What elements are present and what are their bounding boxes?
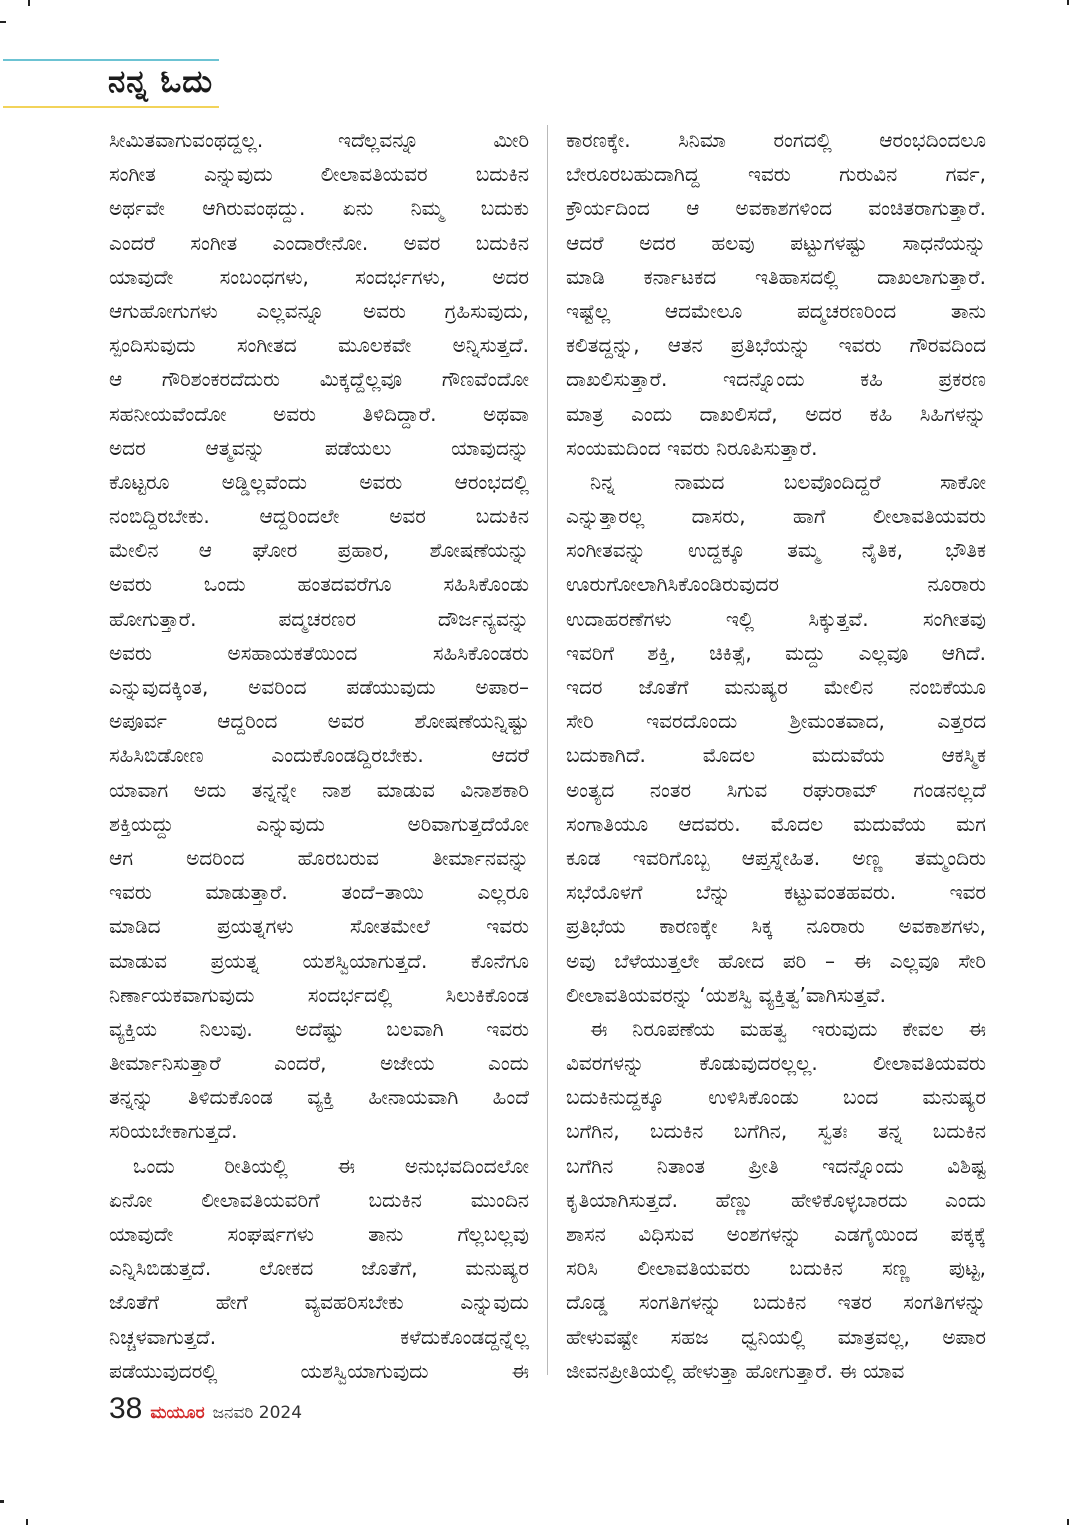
text-line: ಅದರ ಆತ್ಮವನ್ನು ಪಡೆಯಲು ಯಾವುದನ್ನು	[109, 435, 529, 460]
text-line: ಕೊಟ್ಟರೂ ಅಡ್ಡಿಲ್ಲವೆಂದು ಅವರು ಆರಂಭದಲ್ಲಿ	[109, 469, 529, 494]
text-line: ಯಾವುದೇ ಸಂಬಂಧಗಳು, ಸಂದರ್ಭಗಳು, ಅದರ	[109, 264, 529, 289]
text-line: ಎಂದರೆ ಸಂಗೀತ ಎಂದಾರೇನೋ. ಅವರ ಬದುಕಿನ	[109, 230, 529, 255]
text-line: ಉದಾಹರಣೆಗಳು ಇಲ್ಲಿ ಸಿಕ್ಕುತ್ತವೆ. ಸಂಗೀತವು	[566, 606, 986, 631]
text-line: ಮಾಡಿದ ಪ್ರಯತ್ನಗಳು ಸೋತಮೇಲೆ ಇವರು	[109, 914, 529, 939]
text-line: ಇಷ್ಟೆಲ್ಲ ಆದಮೇಲೂ ಪದ್ಮಚರಣರಿಂದ ತಾನು	[566, 298, 986, 323]
text-line: ಸಹಿಸಿಬಿಡೋಣ ಎಂದುಕೊಂಡದ್ದಿರಬೇಕು. ಆದರೆ	[109, 743, 529, 768]
text-line: ನಿರ್ಣಾಯಕವಾಗುವುದು ಸಂದರ್ಭದಲ್ಲಿ ಸಿಲುಕಿಕೊಂಡ	[109, 982, 529, 1007]
magazine-logo: ಮಯೂರ	[150, 1403, 205, 1423]
text-line: ತೀರ್ಮಾನಿಸುತ್ತಾರೆ ಎಂದರೆ, ಅಜೇಯ ಎಂದು	[109, 1051, 529, 1076]
text-line: ವಿವರಗಳನ್ನು ಕೊಡುವುದರಲ್ಲಲ್ಲ. ಲೀಲಾವತಿಯವರು	[566, 1051, 986, 1076]
text-line: ಸಂಯಮದಿಂದ ಇವರು ನಿರೂಪಿಸುತ್ತಾರೆ.	[566, 435, 818, 460]
text-line: ಈ ನಿರೂಪಣೆಯ ಮಹತ್ವ ಇರುವುದು ಕೇವಲ ಈ	[590, 1016, 986, 1041]
text-line: ಪ್ರತಿಭೆಯ ಕಾರಣಕ್ಕೇ ಸಿಕ್ಕ ನೂರಾರು ಅವಕಾಶಗಳು,	[566, 914, 986, 939]
text-line: ಅಪೂರ್ವ ಆದ್ದರಿಂದ ಅವರ ಶೋಷಣೆಯನ್ನಿಷ್ಟು	[109, 709, 529, 734]
text-line: ಆದರೆ ಅದರ ಹಲವು ಪಟ್ಟುಗಳಷ್ಟು ಸಾಧನೆಯನ್ನು	[566, 230, 986, 255]
text-line: ಒಂದು ರೀತಿಯಲ್ಲಿ ಈ ಅನುಭವದಿಂದಲೋ	[133, 1153, 529, 1178]
text-line: ಬದುಕಾಗಿದೆ. ಮೊದಲ ಮದುವೆಯ ಆಕಸ್ಮಿಕ	[566, 743, 986, 768]
issue-date: ಜನವರಿ 2024	[212, 1403, 303, 1423]
text-line: ಬದುಕಿನುದ್ದಕ್ಕೂ ಉಳಿಸಿಕೊಂಡು ಬಂದ ಮನುಷ್ಯರ	[566, 1085, 986, 1110]
text-line: ದಾಖಲಿಸುತ್ತಾರೆ. ಇದನ್ನೊಂದು ಕಹಿ ಪ್ರಕರಣ	[566, 367, 986, 392]
text-line: ಸೇರಿ ಇವರದೊಂದು ಶ್ರೀಮಂತವಾದ, ಎತ್ತರದ	[566, 709, 986, 734]
text-line: ಯಾವುದೇ ಸಂಘರ್ಷಗಳು ತಾನು ಗೆಲ್ಲಬಲ್ಲವು	[109, 1222, 529, 1246]
crop-mark-left-upper	[0, 21, 6, 23]
text-line: ಸರಿಸಿ ಲೀಲಾವತಿಯವರು ಬದುಕಿನ ಸಣ್ಣ ಪುಟ್ಟ,	[566, 1256, 986, 1281]
text-line: ಯಾವಾಗ ಅದು ತನ್ನನ್ನೇ ನಾಶ ಮಾಡುವ ವಿನಾಶಕಾರಿ	[109, 777, 529, 802]
text-line: ಇವರಿಗೆ ಶಕ್ತಿ, ಚಿಕಿತ್ಸೆ, ಮದ್ದು ಎಲ್ಲವೂ ಆಗಿದೆ.	[566, 640, 986, 665]
text-line: ಆಗ ಅದರಿಂದ ಹೊರಬರುವ ತೀರ್ಮಾನವನ್ನು	[109, 845, 529, 870]
crop-mark-bottom-left	[26, 1519, 28, 1525]
text-line: ನಿಚ್ಚಳವಾಗುತ್ತದೆ. ಕಳೆದುಕೊಂಡದ್ದನ್ನೆಲ್ಲ	[109, 1324, 529, 1349]
text-line: ತನ್ನನ್ನು ತಿಳಿದುಕೊಂಡ ವ್ಯಕ್ತಿ ಹೀನಾಯವಾಗಿ ಹಿಂದೆ	[109, 1085, 529, 1110]
crop-mark-top-left	[28, 0, 30, 6]
text-line: ಸಂಗಾತಿಯೂ ಆದವರು. ಮೊದಲ ಮದುವೆಯ ಮಗ	[566, 811, 986, 836]
text-line: ಮಾಡಿ ಕರ್ನಾಟಕದ ಇತಿಹಾಸದಲ್ಲಿ ದಾಖಲಾಗುತ್ತಾರೆ.	[566, 264, 986, 289]
text-line: ಅರ್ಥವೇ ಆಗಿರುವಂಥದ್ದು. ಏನು ನಿಮ್ಮ ಬದುಕು	[109, 196, 529, 221]
text-line: ಊರುಗೋಲಾಗಿಸಿಕೊಂಡಿರುವುದರ ನೂರಾರು	[566, 572, 986, 597]
text-line: ಅಂತ್ಯದ ನಂತರ ಸಿಗುವ ರಘುರಾಮ್ ಗಂಡನಲ್ಲದೆ	[566, 777, 986, 802]
text-line: ಕೂಡ ಇವರಿಗೊಬ್ಬ ಆಪ್ತಸ್ನೇಹಿತ. ಅಣ್ಣ ತಮ್ಮಂದಿರು	[566, 845, 986, 870]
text-line: ವ್ಯಕ್ತಿಯ ನಿಲುವು. ಅದೆಷ್ಟು ಬಲವಾಗಿ ಇವರು	[109, 1016, 529, 1041]
text-line: ಹೋಗುತ್ತಾರೆ. ಪದ್ಮಚರಣರ ದೌರ್ಜನ್ಯವನ್ನು	[109, 606, 529, 631]
text-line: ಸಂಗೀತ ಎನ್ನುವುದು ಲೀಲಾವತಿಯವರ ಬದುಕಿನ	[109, 162, 529, 187]
text-line: ಆ ಗೌರಿಶಂಕರದೆದುರು ಮಿಕ್ಕದ್ದೆಲ್ಲವೂ ಗೌಣವೆಂದೋ	[109, 367, 529, 392]
header-accent-rule-bottom	[3, 106, 219, 108]
text-line: ಅವರು ಅಸಹಾಯಕತೆಯಿಂದ ಸಹಿಸಿಕೊಂಡರು	[109, 640, 529, 665]
text-line: ಮೇಲಿನ ಆ ಘೋರ ಪ್ರಹಾರ, ಶೋಷಣೆಯನ್ನು	[109, 538, 529, 563]
text-line: ಎನ್ನಿಸಿಬಿಡುತ್ತದೆ. ಲೋಕದ ಜೊತೆಗೆ, ಮನುಷ್ಯರ	[109, 1256, 529, 1281]
text-line: ನಂಬಿದ್ದಿರಬೇಕು. ಆದ್ದರಿಂದಲೇ ಅವರ ಬದುಕಿನ	[109, 504, 529, 529]
text-line: ಹೇಳುವಷ್ಟೇ ಸಹಜ ಧ್ವನಿಯಲ್ಲಿ ಮಾತ್ರವಲ್ಲ, ಅಪಾರ	[566, 1324, 986, 1349]
page-number: 38	[109, 1392, 143, 1425]
text-line: ಮಾತ್ರ ಎಂದು ದಾಖಲಿಸದೆ, ಅದರ ಕಹಿ ಸಿಹಿಗಳನ್ನು	[566, 401, 986, 426]
text-line: ಬಗೆಗಿನ ನಿತಾಂತ ಪ್ರೀತಿ ಇದನ್ನೊಂದು ವಿಶಿಷ್ಟ	[566, 1153, 986, 1178]
text-line: ದೊಡ್ಡ ಸಂಗತಿಗಳನ್ನು ಬದುಕಿನ ಇತರ ಸಂಗತಿಗಳನ್ನು	[566, 1290, 986, 1315]
text-line: ಜೊತೆಗೆ ಹೇಗೆ ವ್ಯವಹರಿಸಬೇಕು ಎನ್ನುವುದು	[109, 1290, 529, 1315]
text-line: ಸ್ಪಂದಿಸುವುದು ಸಂಗೀತದ ಮೂಲಕವೇ ಅನ್ನಿಸುತ್ತದೆ.	[109, 333, 529, 358]
text-line: ಬಗೆಗಿನ, ಬದುಕಿನ ಬಗೆಗಿನ, ಸ್ವತಃ ತನ್ನ ಬದುಕಿನ	[566, 1119, 986, 1144]
text-line: ಅವು ಬೆಳೆಯುತ್ತಲೇ ಹೋದ ಪರಿ – ಈ ಎಲ್ಲವೂ ಸೇರಿ	[566, 948, 986, 973]
text-line: ಸರಿಯಬೇಕಾಗುತ್ತದೆ.	[109, 1119, 238, 1144]
crop-mark-left-lower	[0, 1500, 4, 1503]
text-line: ಆಗುಹೋಗುಗಳು ಎಲ್ಲವನ್ನೂ ಅವರು ಗ್ರಹಿಸುವುದು,	[109, 298, 529, 323]
text-line: ಶಕ್ತಿಯದ್ದು ಎನ್ನುವುದು ಅರಿವಾಗುತ್ತದೆಯೋ	[109, 811, 529, 836]
text-line: ಏನೋ ಲೀಲಾವತಿಯವರಿಗೆ ಬದುಕಿನ ಮುಂದಿನ	[109, 1187, 529, 1212]
text-line: ಎನ್ನುತ್ತಾರಲ್ಲ ದಾಸರು, ಹಾಗೆ ಲೀಲಾವತಿಯವರು	[566, 504, 986, 529]
text-line: ಇದರ ಜೊತೆಗೆ ಮನುಷ್ಯರ ಮೇಲಿನ ನಂಬಿಕೆಯೂ	[566, 675, 986, 699]
text-line: ಲೀಲಾವತಿಯವರನ್ನು ‘ಯಶಸ್ವಿ ವ್ಯಕ್ತಿತ್ವ’ವಾಗಿಸುತ್ತವೆ.	[566, 982, 886, 1007]
article-column-right	[566, 123, 986, 1388]
text-line: ಸೀಮಿತವಾಗುವಂಥದ್ದಲ್ಲ. ಇದೆಲ್ಲವನ್ನೂ ಮೀರಿ	[109, 128, 529, 152]
crop-mark-top-right	[1067, 0, 1069, 5]
text-line: ಕಾರಣಕ್ಕೇ. ಸಿನಿಮಾ ರಂಗದಲ್ಲಿ ಆರಂಭದಿಂದಲೂ	[566, 128, 986, 152]
column-divider	[547, 125, 548, 1375]
crop-mark-bottom-right	[1067, 1519, 1069, 1525]
text-line: ಅವರು ಒಂದು ಹಂತದವರೆಗೂ ಸಹಿಸಿಕೊಂಡು	[109, 572, 529, 597]
text-line: ನಿನ್ನ ನಾಮದ ಬಲವೊಂದಿದ್ದರೆ ಸಾಕೋ	[590, 469, 986, 494]
text-line: ಎನ್ನುವುದಕ್ಕಿಂತ, ಅವರಿಂದ ಪಡೆಯುವುದು ಅಪಾರ–	[109, 675, 529, 699]
article-column-left	[109, 123, 529, 1388]
text-line: ಮಾಡುವ ಪ್ರಯತ್ನ ಯಶಸ್ವಿಯಾಗುತ್ತದೆ. ಕೊನೆಗೂ	[109, 948, 529, 973]
text-line: ಬೇರೂರಬಹುದಾಗಿದ್ದ ಇವರು ಗುರುವಿನ ಗರ್ವ,	[566, 162, 986, 187]
text-line: ಕೃತಿಯಾಗಿಸುತ್ತದೆ. ಹೆಣ್ಣು ಹೇಳಿಕೊಳ್ಳಬಾರದು ಎಂದು	[566, 1187, 986, 1212]
text-line: ಸಹನೀಯವೆಂದೋ ಅವರು ತಿಳಿದಿದ್ದಾರೆ. ಅಥವಾ	[109, 401, 529, 426]
text-line: ಸಭೆಯೊಳಗೆ ಬೆನ್ನು ಕಟ್ಟುವಂತಹವರು. ಇವರ	[566, 880, 986, 905]
text-line: ಕ್ರೌರ್ಯದಿಂದ ಆ ಅವಕಾಶಗಳಿಂದ ವಂಚಿತರಾಗುತ್ತಾರೆ.	[566, 196, 986, 221]
text-line: ಸಂಗೀತವನ್ನು ಉದ್ದಕ್ಕೂ ತಮ್ಮ ನೈತಿಕ, ಭೌತಿಕ	[566, 538, 986, 563]
text-line: ಪಡೆಯುವುದರಲ್ಲಿ ಯಶಸ್ವಿಯಾಗುವುದು ಈ	[109, 1358, 529, 1383]
section-title: ನನ್ನ ಓದು	[108, 64, 214, 100]
text-line: ಶಾಸನ ವಿಧಿಸುವ ಅಂಶಗಳನ್ನು ಎಡಗೈಯಿಂದ ಪಕ್ಕಕ್ಕೆ	[566, 1222, 986, 1246]
page-footer	[109, 1392, 302, 1426]
text-line: ಇವರು ಮಾಡುತ್ತಾರೆ. ತಂದೆ–ತಾಯಿ ಎಲ್ಲರೂ	[109, 880, 529, 905]
text-line: ಕಲಿತದ್ದನ್ನು, ಆತನ ಪ್ರತಿಭೆಯನ್ನು ಇವರು ಗೌರವದಿಂದ	[566, 333, 986, 358]
text-line: ಜೀವನಪ್ರೀತಿಯಲ್ಲಿ ಹೇಳುತ್ತಾ ಹೋಗುತ್ತಾರೆ. ಈ ಯಾವ	[566, 1358, 905, 1383]
